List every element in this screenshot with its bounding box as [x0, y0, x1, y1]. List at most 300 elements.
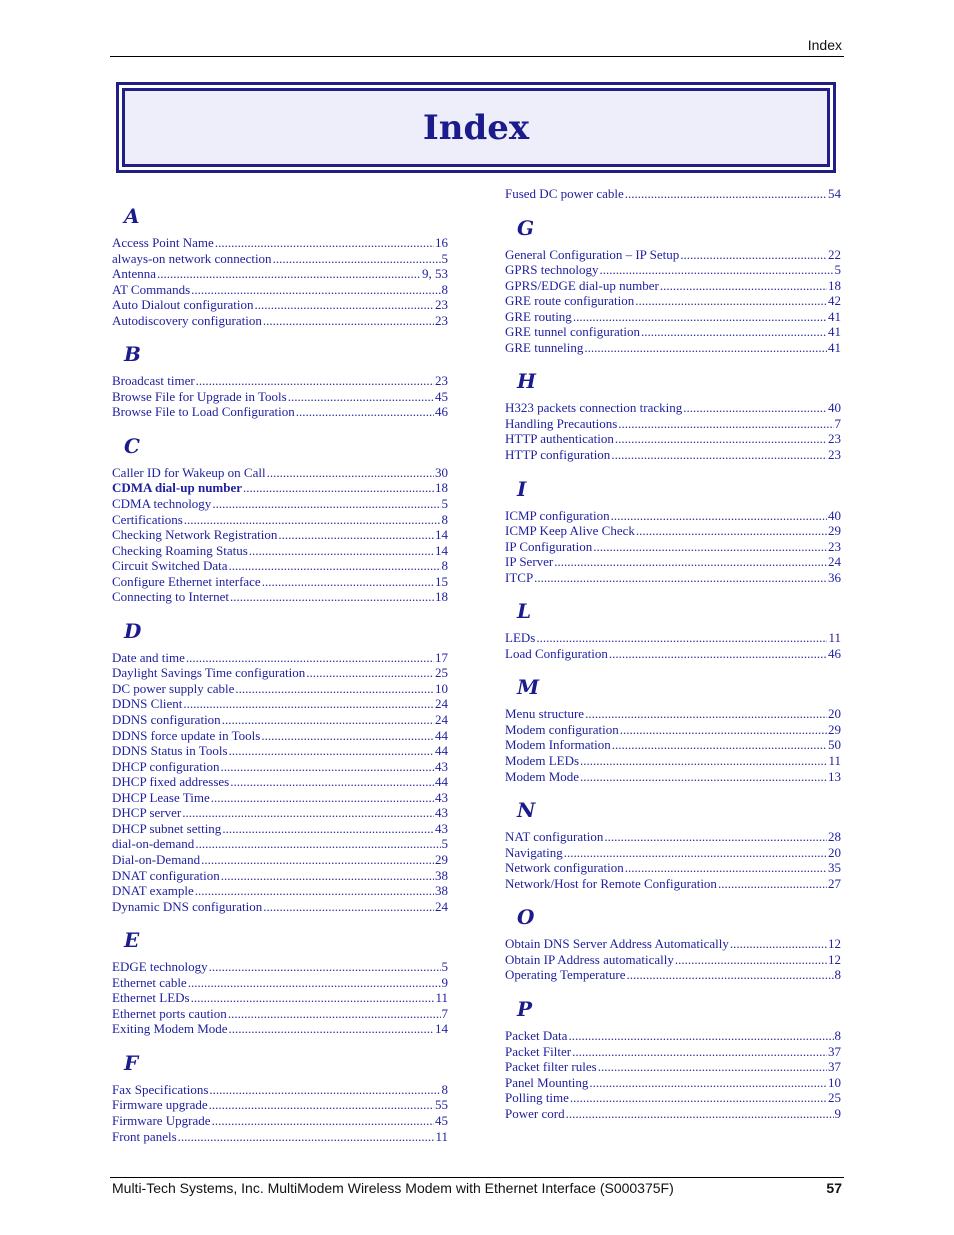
dot-leader: [718, 876, 827, 892]
index-page-ref: 44: [435, 774, 448, 790]
index-section: [505, 675, 841, 784]
index-page-ref: 8: [441, 558, 448, 574]
section-letter: A: [124, 204, 140, 228]
index-entry[interactable]: [505, 539, 841, 555]
dot-leader: [584, 340, 827, 356]
index-entry[interactable]: [505, 523, 841, 539]
index-entry[interactable]: [505, 1028, 841, 1044]
index-term: IP Server: [505, 554, 554, 570]
index-entry[interactable]: [505, 554, 841, 570]
dot-leader: [570, 1090, 827, 1106]
dot-leader: [255, 297, 434, 313]
index-entry[interactable]: [505, 845, 841, 861]
index-term: Ethernet ports caution: [112, 1005, 227, 1021]
index-page-ref: 12: [828, 951, 841, 967]
dot-leader: [580, 769, 827, 785]
index-page-ref: 7: [834, 415, 841, 431]
index-entry[interactable]: [112, 1082, 448, 1098]
index-page-ref: 37: [828, 1043, 841, 1059]
index-term: Ethernet LEDs: [112, 990, 190, 1006]
index-page-ref: 46: [828, 645, 841, 661]
index-term: Exiting Modem Mode: [112, 1021, 228, 1037]
index-page-ref: 20: [828, 844, 841, 860]
index-term: Handling Precautions: [505, 415, 618, 431]
index-term: Power cord: [505, 1105, 565, 1121]
dot-leader: [636, 523, 827, 539]
index-term: DDNS force update in Tools: [112, 727, 261, 743]
dot-leader: [209, 1097, 434, 1113]
dot-leader: [609, 646, 827, 662]
index-page-ref: 18: [435, 589, 448, 605]
index-entry[interactable]: [112, 650, 448, 666]
index-page-ref: 23: [435, 312, 448, 328]
dot-leader: [229, 1021, 434, 1037]
index-term: GPRS/EDGE dial-up number: [505, 277, 659, 293]
index-page-ref: 38: [435, 867, 448, 883]
index-page-ref: 14: [435, 527, 448, 543]
index-page-ref: 28: [828, 829, 841, 845]
index-term: DC power supply cable: [112, 680, 235, 696]
index-page-ref: 11: [435, 990, 448, 1006]
index-page-ref: 14: [435, 1021, 448, 1037]
index-entry[interactable]: [112, 496, 448, 512]
index-term: Menu structure: [505, 706, 585, 722]
index-entry[interactable]: [112, 1129, 448, 1145]
index-entry[interactable]: [112, 681, 448, 697]
index-term: AT Commands: [112, 281, 191, 297]
index-page-ref: 24: [435, 898, 448, 914]
index-section: [505, 798, 841, 891]
dot-leader: [183, 696, 434, 712]
index-term: DHCP fixed addresses: [112, 774, 230, 790]
index-entry[interactable]: [505, 630, 841, 646]
index-page-ref: 23: [828, 538, 841, 554]
index-entry[interactable]: [505, 278, 841, 294]
index-entry[interactable]: [505, 416, 841, 432]
index-page-ref: 45: [435, 388, 448, 404]
index-term: HTTP configuration: [505, 447, 611, 463]
section-letter: G: [517, 215, 535, 240]
index-page-ref: 8: [441, 1081, 448, 1097]
index-term: Firmware Upgrade: [112, 1112, 211, 1128]
index-term: Configure Ethernet interface: [112, 573, 261, 589]
index-entry[interactable]: [505, 769, 841, 785]
footer-page-number: 57: [826, 1180, 842, 1196]
index-page-ref: 23: [435, 373, 448, 389]
index-entry[interactable]: [505, 309, 841, 325]
dot-leader: [249, 543, 434, 559]
dot-leader: [573, 309, 827, 325]
dot-leader: [188, 975, 441, 991]
dot-leader: [683, 400, 827, 416]
dot-leader: [296, 404, 434, 420]
dot-leader: [568, 1028, 833, 1044]
dot-leader: [680, 247, 827, 263]
index-term: ICMP configuration: [505, 507, 610, 523]
index-section: [112, 1051, 448, 1144]
index-term: CDMA dial-up number: [112, 480, 243, 496]
index-page-ref: 23: [828, 447, 841, 463]
dot-leader: [564, 845, 827, 861]
index-entry[interactable]: [112, 774, 448, 790]
index-page-ref: 14: [435, 542, 448, 558]
section-letter: F: [124, 1050, 139, 1075]
dot-leader: [625, 186, 827, 202]
index-page-ref: 25: [828, 1090, 841, 1106]
index-page-ref: 15: [435, 573, 448, 589]
index-entry[interactable]: [112, 282, 448, 298]
dot-leader: [235, 681, 434, 697]
index-entry[interactable]: [505, 706, 841, 722]
dot-leader: [184, 512, 441, 528]
index-page-ref: 17: [435, 649, 448, 665]
index-entry[interactable]: [505, 570, 841, 586]
index-page-ref: 10: [828, 1074, 841, 1090]
title-banner: [116, 82, 836, 173]
index-page-ref: 7: [441, 1005, 448, 1021]
index-page-ref: 18: [435, 480, 448, 496]
index-term: Obtain IP Address automatically: [505, 951, 674, 967]
dot-leader: [195, 836, 440, 852]
section-gap: [505, 784, 841, 798]
index-term: Modem LEDs: [505, 753, 580, 769]
index-page-ref: 5: [441, 959, 448, 975]
index-entry[interactable]: [505, 1106, 841, 1122]
index-term: HTTP authentication: [505, 431, 614, 447]
title-banner-inner: [122, 88, 830, 167]
dot-leader: [730, 936, 827, 952]
index-entry[interactable]: [505, 936, 841, 952]
index-term: Date and time: [112, 649, 185, 665]
dot-leader: [191, 282, 440, 298]
index-page-ref: 36: [828, 569, 841, 585]
dot-leader: [620, 722, 827, 738]
index-entry[interactable]: [112, 975, 448, 991]
index-entry[interactable]: [112, 527, 448, 543]
index-entry[interactable]: [505, 247, 841, 263]
index-entry[interactable]: [505, 1044, 841, 1060]
index-term: Operating Temperature: [505, 967, 626, 983]
index-entry[interactable]: [505, 431, 841, 447]
index-entry[interactable]: [112, 558, 448, 574]
index-page-ref: 44: [435, 743, 448, 759]
section-gap: [112, 914, 448, 928]
index-page-ref: 8: [834, 1027, 841, 1043]
dot-leader: [201, 852, 434, 868]
index-term: Circuit Switched Data: [112, 558, 228, 574]
dot-leader: [195, 883, 434, 899]
dot-leader: [229, 743, 434, 759]
dot-leader: [262, 574, 434, 590]
index-entry[interactable]: [112, 805, 448, 821]
index-term: Browse File to Load Configuration: [112, 404, 295, 420]
section-letter: B: [124, 342, 141, 367]
running-header: Index: [807, 37, 842, 53]
index-page-ref: 37: [828, 1059, 841, 1075]
index-entry[interactable]: [112, 743, 448, 759]
dot-leader: [209, 959, 441, 975]
index-page-ref: 9: [441, 974, 448, 990]
index-entry[interactable]: [505, 447, 841, 463]
index-entry[interactable]: [112, 266, 448, 282]
dot-leader: [635, 293, 827, 309]
index-page-ref: 43: [435, 789, 448, 805]
index-page-ref: 29: [435, 851, 448, 867]
index-term: Fused DC power cable: [505, 186, 624, 201]
index-entry[interactable]: [112, 728, 448, 744]
index-page-ref: 9: [834, 1105, 841, 1121]
index-column-right: [505, 186, 841, 1121]
dot-leader: [611, 447, 827, 463]
index-term: DDNS configuration: [112, 712, 221, 728]
dot-leader: [243, 480, 434, 496]
index-term: Packet Data: [505, 1027, 568, 1043]
index-entry[interactable]: [505, 293, 841, 309]
dot-leader: [263, 899, 434, 915]
column-top-spacer: [112, 186, 448, 204]
dot-leader: [215, 235, 434, 251]
dot-leader: [600, 262, 834, 278]
index-page-ref: 9, 53: [422, 266, 448, 282]
index-entry[interactable]: [112, 821, 448, 837]
section-gap: [112, 1037, 448, 1051]
index-entry[interactable]: [505, 1059, 841, 1075]
index-term: CDMA technology: [112, 496, 212, 512]
index-entry[interactable]: [112, 251, 448, 267]
index-page-ref: 40: [828, 507, 841, 523]
index-page-ref: 5: [834, 262, 841, 278]
index-entry[interactable]: [505, 737, 841, 753]
index-page-ref: 23: [828, 431, 841, 447]
index-entry[interactable]: [505, 340, 841, 356]
index-page-ref: 27: [828, 875, 841, 891]
index-page-ref: 29: [828, 721, 841, 737]
index-term: Broadcast timer: [112, 373, 195, 389]
index-entry[interactable]: [505, 952, 841, 968]
index-term: Load Configuration: [505, 645, 608, 661]
dot-leader: [625, 860, 827, 876]
index-entry[interactable]: [112, 465, 448, 481]
index-term: Navigating: [505, 844, 563, 860]
index-term: Network/Host for Remote Configuration: [505, 875, 717, 891]
index-entry[interactable]: [505, 508, 841, 524]
index-page-ref: 43: [435, 820, 448, 836]
dot-leader: [220, 759, 434, 775]
dot-leader: [604, 829, 827, 845]
index-page-ref: 41: [828, 339, 841, 355]
index-term: Packet filter rules: [505, 1059, 597, 1075]
index-entry[interactable]: [505, 262, 841, 278]
index-entry[interactable]: [112, 1113, 448, 1129]
index-page-ref: 40: [828, 400, 841, 416]
index-entry[interactable]: [505, 876, 841, 892]
index-entry[interactable]: [112, 313, 448, 329]
dot-leader: [566, 1106, 834, 1122]
index-entry[interactable]: [112, 852, 448, 868]
index-entry[interactable]: [505, 646, 841, 662]
index-term: GRE routing: [505, 308, 572, 324]
section-gap: [505, 202, 841, 216]
section-letter: C: [124, 433, 140, 458]
index-term: Modem Information: [505, 737, 611, 753]
index-term: DNAT example: [112, 883, 194, 899]
dot-leader: [212, 1113, 434, 1129]
index-section: [112, 204, 448, 328]
dot-leader: [230, 774, 434, 790]
index-page-ref: 35: [828, 860, 841, 876]
index-entry[interactable]: [505, 1075, 841, 1091]
section-letter: D: [124, 618, 142, 643]
index-page-ref: 30: [435, 464, 448, 480]
index-entry[interactable]: [112, 790, 448, 806]
dot-leader: [228, 1006, 441, 1022]
dot-leader: [191, 990, 435, 1006]
index-page-ref: 45: [435, 1112, 448, 1128]
dot-leader: [229, 558, 441, 574]
index-entry[interactable]: [505, 722, 841, 738]
index-page-ref: 13: [828, 768, 841, 784]
dot-leader: [221, 868, 434, 884]
index-page-ref: 11: [828, 753, 841, 769]
index-entry[interactable]: [505, 1090, 841, 1106]
index-term: DHCP Lease Time: [112, 789, 210, 805]
index-entry[interactable]: [112, 574, 448, 590]
index-term: ITCP: [505, 569, 534, 585]
index-term: Daylight Savings Time configuration: [112, 665, 306, 681]
index-term: Dial-on-Demand: [112, 851, 201, 867]
index-section: [505, 477, 841, 586]
dot-leader: [306, 665, 434, 681]
index-entry[interactable]: [112, 883, 448, 899]
index-entry[interactable]: [112, 1097, 448, 1113]
dot-leader: [572, 1044, 827, 1060]
index-page-ref: 5: [441, 496, 448, 512]
dot-leader: [585, 706, 827, 722]
section-letter: L: [517, 599, 532, 624]
index-section: [505, 905, 841, 983]
index-entry[interactable]: [112, 899, 448, 915]
section-gap: [505, 661, 841, 675]
dot-leader: [222, 712, 434, 728]
dot-leader: [288, 389, 434, 405]
index-entry[interactable]: [112, 373, 448, 389]
section-letter: P: [517, 996, 533, 1021]
section-letter: E: [124, 928, 140, 953]
index-entry[interactable]: [112, 1021, 448, 1037]
index-entry[interactable]: [112, 404, 448, 420]
section-gap: [505, 585, 841, 599]
index-entry[interactable]: [505, 753, 841, 769]
section-gap: [112, 328, 448, 342]
index-entry[interactable]: [112, 759, 448, 775]
dot-leader: [641, 324, 827, 340]
index-page-ref: 23: [435, 297, 448, 313]
index-term: H323 packets connection tracking: [505, 400, 683, 416]
index-entry[interactable]: [112, 297, 448, 313]
index-page-ref: 12: [828, 936, 841, 952]
dot-leader: [278, 527, 434, 543]
index-term: Ethernet cable: [112, 974, 187, 990]
index-term: DHCP subnet setting: [112, 820, 222, 836]
index-page-ref: 46: [435, 404, 448, 420]
index-term: General Configuration – IP Setup: [505, 246, 680, 262]
index-entry[interactable]: [505, 860, 841, 876]
index-term: Browse File for Upgrade in Tools: [112, 388, 287, 404]
index-term: ICMP Keep Alive Check: [505, 523, 635, 539]
index-entry[interactable]: [112, 696, 448, 712]
index-entry[interactable]: [112, 589, 448, 605]
index-page-ref: 24: [435, 712, 448, 728]
index-entry[interactable]: [112, 868, 448, 884]
dot-leader: [589, 1075, 827, 1091]
index-entry[interactable]: [505, 324, 841, 340]
footer-rule: [110, 1177, 844, 1178]
index-entry[interactable]: [112, 480, 448, 496]
dot-leader: [263, 313, 434, 329]
section-letter: M: [517, 675, 540, 700]
index-page-ref: 11: [828, 630, 841, 646]
index-entry[interactable]: [112, 990, 448, 1006]
section-letter: I: [517, 476, 527, 501]
index-entry[interactable]: [112, 389, 448, 405]
section-gap: [505, 463, 841, 477]
index-entry[interactable]: [112, 1006, 448, 1022]
dot-leader: [580, 753, 827, 769]
dot-leader: [660, 278, 827, 294]
index-section: [112, 619, 448, 914]
index-entry[interactable]: [112, 512, 448, 528]
index-entry[interactable]: [505, 967, 841, 983]
dot-leader: [186, 650, 434, 666]
index-section: [112, 342, 448, 420]
index-page-ref: 8: [441, 511, 448, 527]
index-entry[interactable]: [505, 400, 841, 416]
section-gap: [505, 355, 841, 369]
index-term: Polling time: [505, 1090, 569, 1106]
index-entry[interactable]: [112, 836, 448, 852]
index-term: Checking Roaming Status: [112, 542, 248, 558]
index-entry[interactable]: [112, 543, 448, 559]
index-term: IP Configuration: [505, 538, 593, 554]
index-term: LEDs: [505, 630, 536, 646]
dot-leader: [209, 1082, 440, 1098]
index-page-ref: 29: [828, 523, 841, 539]
index-term: DHCP server: [112, 805, 182, 821]
dot-leader: [593, 539, 827, 555]
section-gap: [505, 891, 841, 905]
index-term: DDNS Client: [112, 696, 183, 712]
index-term: Firmware upgrade: [112, 1097, 208, 1113]
index-term: DNAT configuration: [112, 867, 220, 883]
index-term: DDNS Status in Tools: [112, 743, 228, 759]
index-term: dial-on-demand: [112, 836, 195, 852]
index-entry[interactable]: [505, 829, 841, 845]
section-letter: H: [517, 369, 536, 394]
index-section: [505, 997, 841, 1121]
index-entry[interactable]: [112, 959, 448, 975]
index-page-ref: 44: [435, 727, 448, 743]
index-term: Front panels: [112, 1128, 177, 1144]
index-entry[interactable]: [112, 235, 448, 251]
dot-leader: [222, 821, 434, 837]
index-term: GRE route configuration: [505, 293, 635, 309]
dot-leader: [554, 554, 827, 570]
index-entry[interactable]: [112, 712, 448, 728]
index-section: [112, 928, 448, 1037]
index-entry[interactable]: [112, 665, 448, 681]
index-page-ref: 11: [435, 1128, 448, 1144]
index-entry[interactable]: [505, 186, 841, 202]
